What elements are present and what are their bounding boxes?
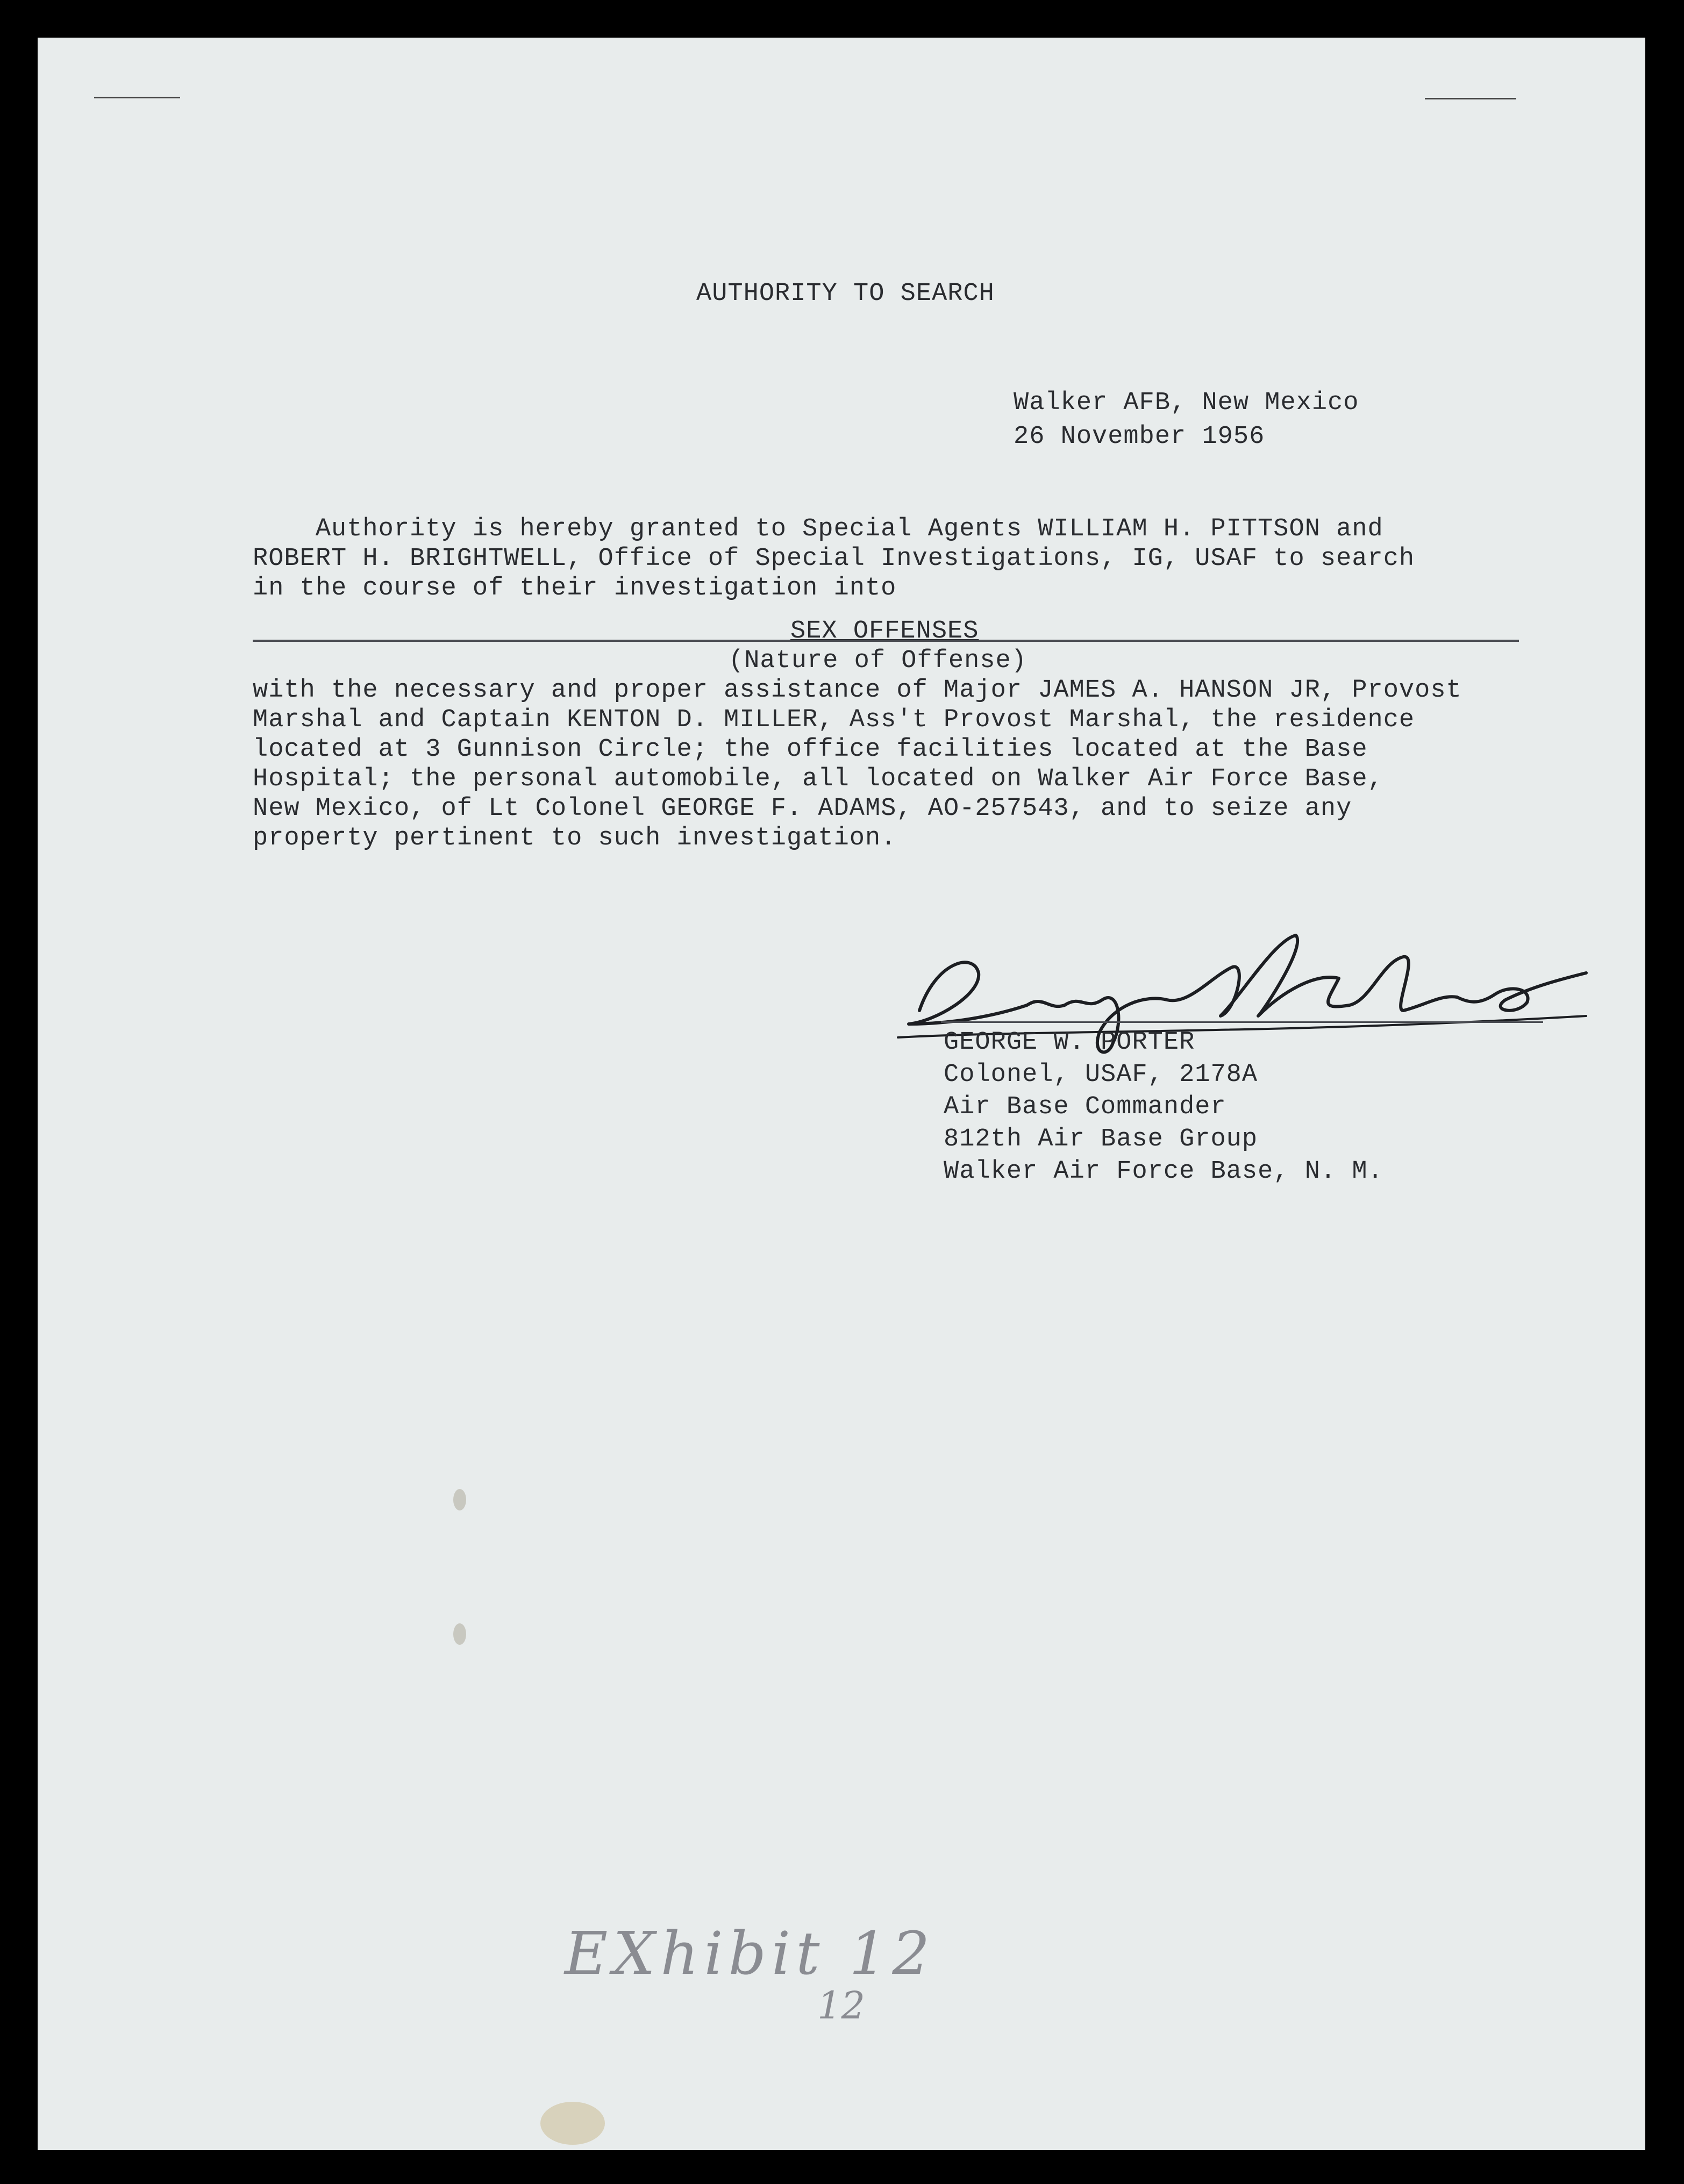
continuation-line: Hospital; the personal automobile, all located on Walker Air Force Base,	[253, 765, 1383, 793]
signature-rule	[941, 1021, 1543, 1023]
document-date: 26 November 1956	[1014, 423, 1265, 451]
signer-rank: Colonel, USAF, 2178A	[944, 1061, 1258, 1089]
top-left-edge-mark	[94, 97, 180, 98]
document-place: Walker AFB, New Mexico	[1014, 389, 1359, 417]
document-title: AUTHORITY TO SEARCH	[696, 280, 995, 308]
stain-mark	[540, 2102, 605, 2145]
continuation-line: property pertinent to such investigation.	[253, 824, 897, 853]
nature-of-offense-value: SEX OFFENSES	[790, 617, 979, 646]
punch-mark	[453, 1623, 466, 1645]
body-line: Authority is hereby granted to Special Agents WILLIAM H. PITTSON and	[253, 515, 1383, 543]
nature-of-offense-caption: (Nature of Offense)	[729, 647, 1027, 675]
top-right-edge-mark	[1425, 98, 1516, 99]
signer-unit: 812th Air Base Group	[944, 1125, 1258, 1154]
signer-title: Air Base Commander	[944, 1093, 1226, 1121]
signer-location: Walker Air Force Base, N. M.	[944, 1157, 1383, 1186]
body-line: in the course of their investigation into	[253, 574, 897, 603]
body-line: ROBERT H. BRIGHTWELL, Office of Special Investigations, IG, USAF to search	[253, 545, 1415, 573]
continuation-line: located at 3 Gunnison Circle; the office facilities located at the Base	[253, 735, 1368, 764]
punch-mark	[453, 1489, 466, 1510]
exhibit-subnote: 12	[817, 1983, 866, 2028]
continuation-line: with the necessary and proper assistance of Major JAMES A. HANSON JR, Provost	[253, 676, 1462, 705]
exhibit-note: EXhibit 12	[565, 1919, 936, 1988]
offense-rule	[253, 640, 1519, 642]
continuation-line: Marshal and Captain KENTON D. MILLER, Ass't Provost Marshal, the residence	[253, 706, 1415, 734]
continuation-line: New Mexico, of Lt Colonel GEORGE F. ADAMS, AO-257543, and to seize any	[253, 794, 1352, 823]
signer-name: GEORGE W. PORTER	[944, 1028, 1195, 1057]
document-page	[38, 38, 1645, 2150]
